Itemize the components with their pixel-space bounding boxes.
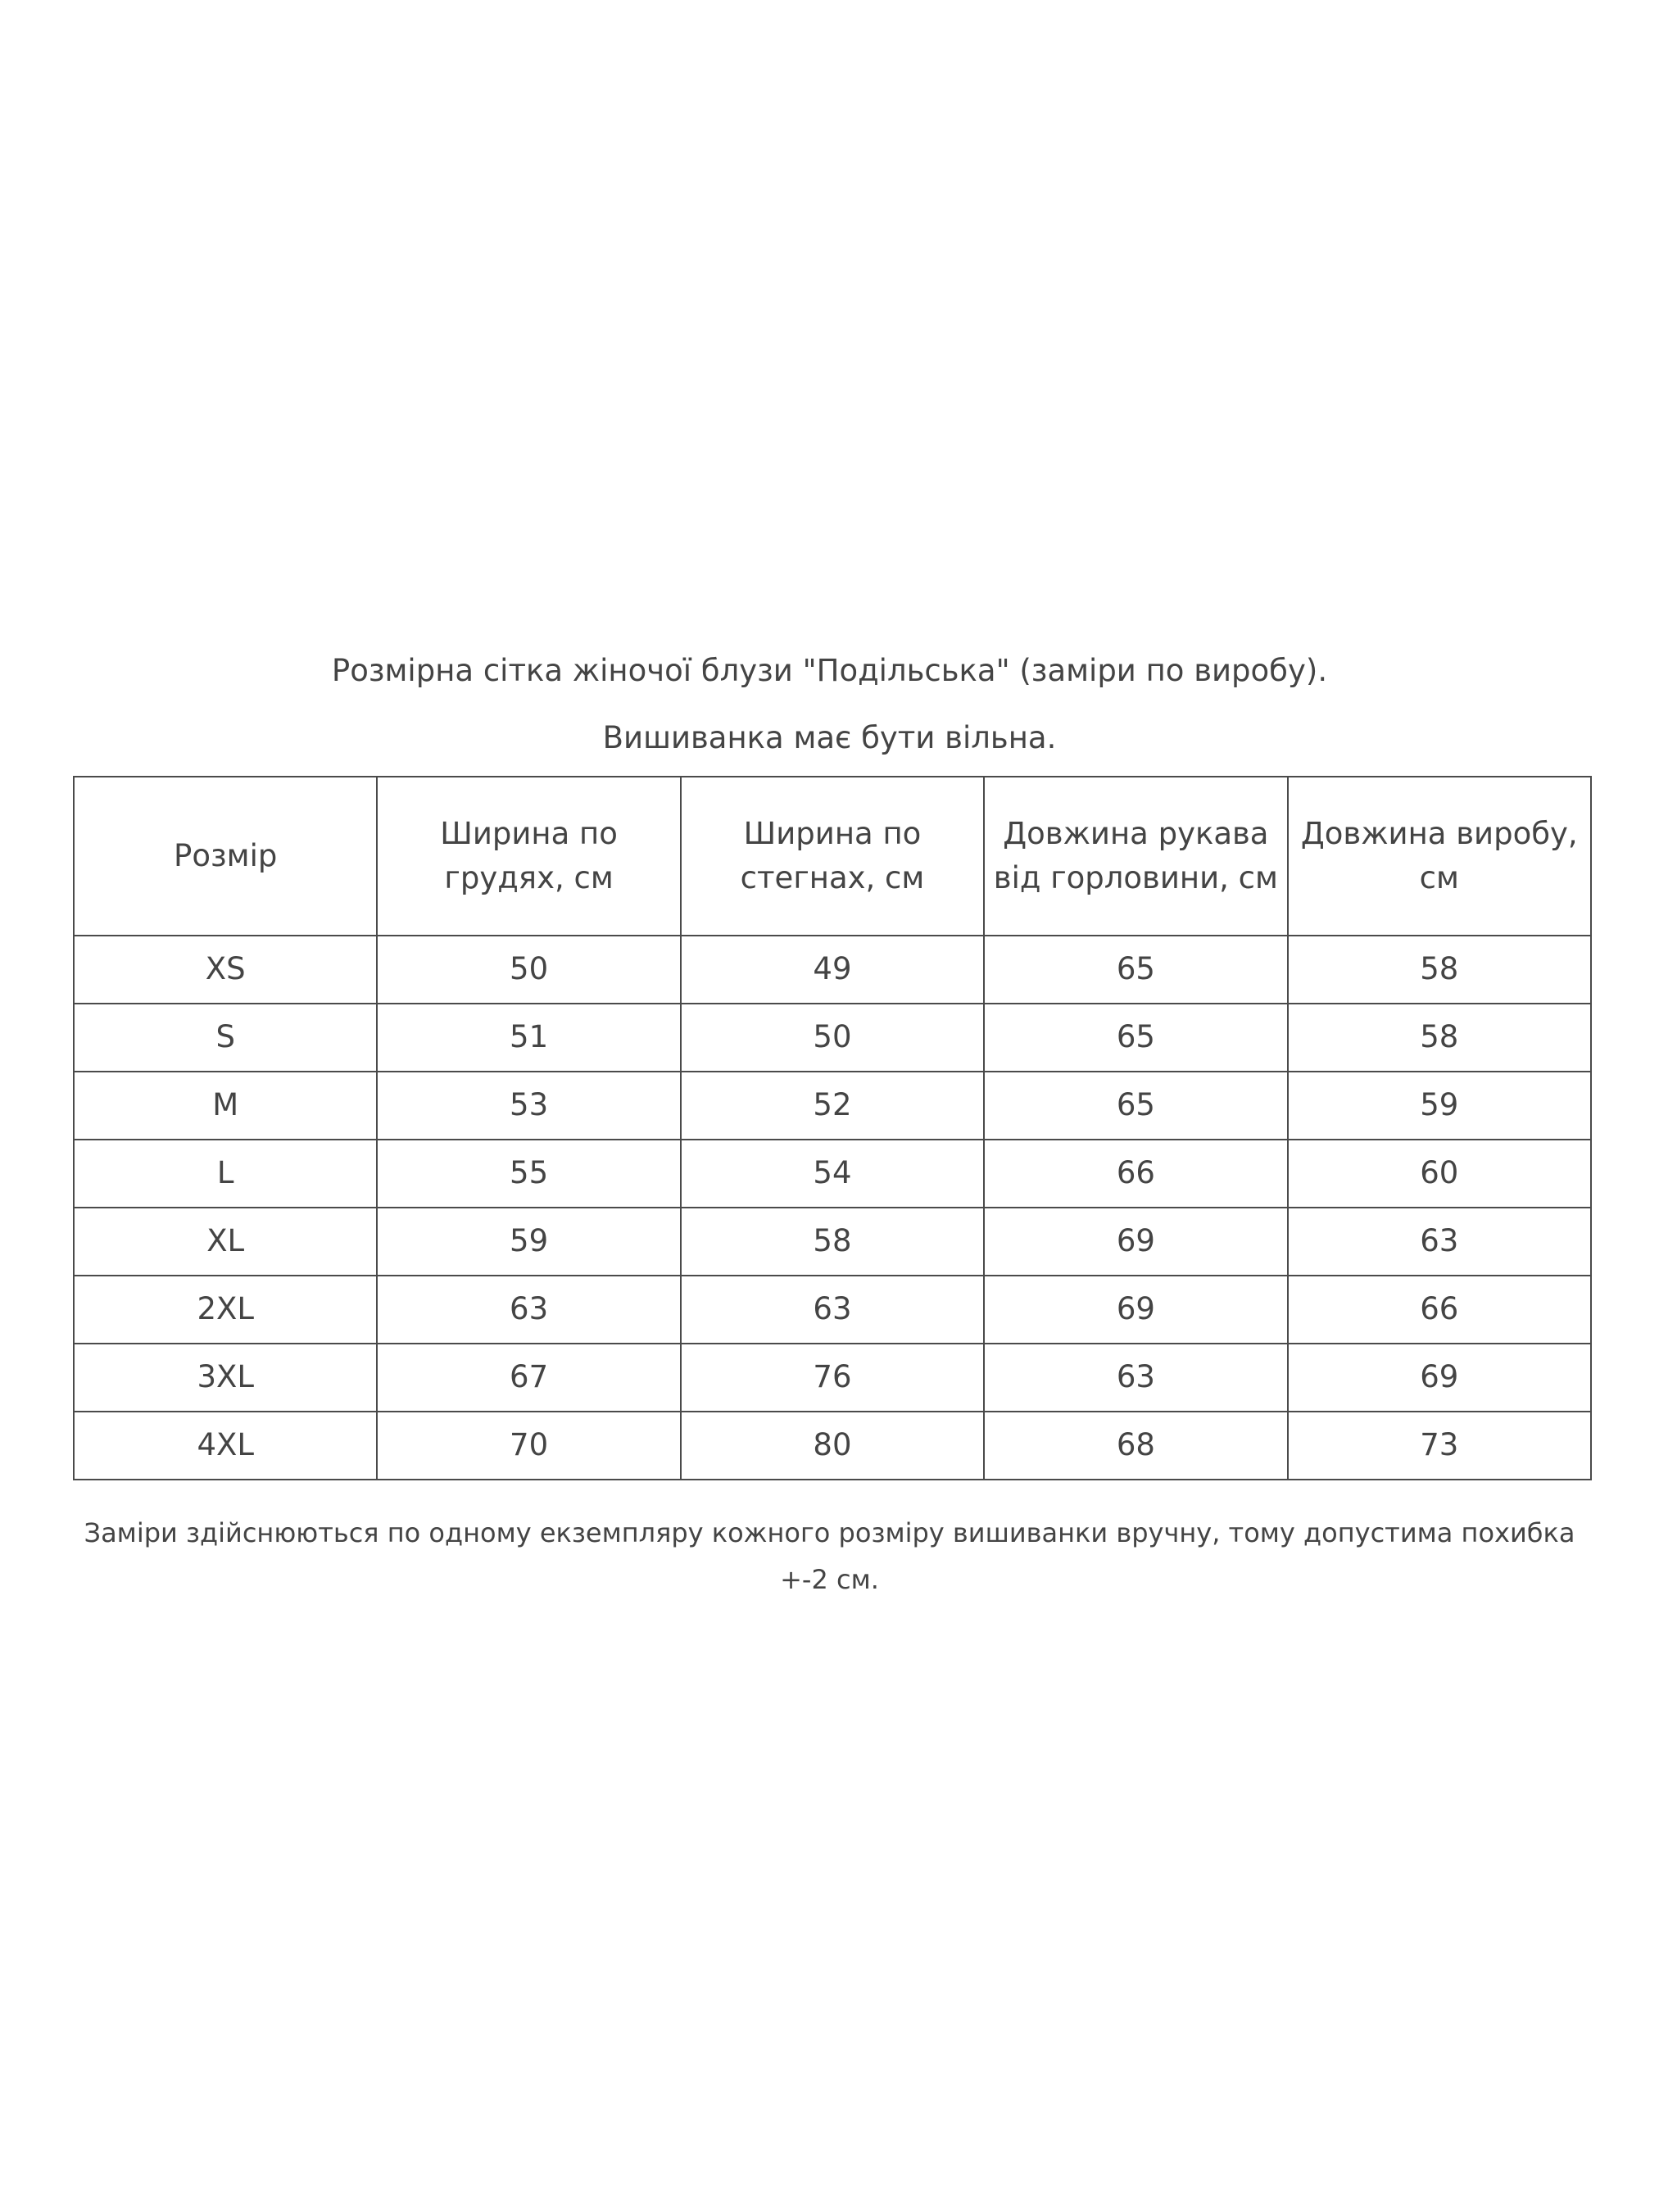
cell-hip-width: 54	[681, 1140, 984, 1208]
cell-size: L	[74, 1140, 377, 1208]
cell-garment-length: 73	[1288, 1412, 1591, 1480]
cell-sleeve-length: 69	[984, 1276, 1287, 1344]
table-row	[74, 1072, 1591, 1140]
cell-size: S	[74, 1004, 377, 1072]
cell-size: 4XL	[74, 1412, 377, 1480]
cell-hip-width: 52	[681, 1072, 984, 1140]
cell-sleeve-length: 65	[984, 1072, 1287, 1140]
table-row	[74, 1004, 1591, 1072]
table-row	[74, 1276, 1591, 1344]
cell-chest-width: 55	[377, 1140, 680, 1208]
cell-chest-width: 59	[377, 1208, 680, 1276]
page-title: Розмірна сітка жіночої блузи "Подільська" (заміри по виробу).	[331, 653, 1328, 688]
cell-size: M	[74, 1072, 377, 1140]
cell-garment-length: 60	[1288, 1140, 1591, 1208]
cell-hip-width: 76	[681, 1344, 984, 1412]
table-row	[74, 936, 1591, 1004]
header-garment-length: Довжина виробу, см	[1288, 777, 1591, 936]
cell-sleeve-length: 63	[984, 1344, 1287, 1412]
page-subtitle: Вишиванка має бути вільна.	[602, 720, 1057, 755]
cell-hip-width: 80	[681, 1412, 984, 1480]
cell-size: XS	[74, 936, 377, 1004]
cell-garment-length: 66	[1288, 1276, 1591, 1344]
table-body	[74, 936, 1591, 1480]
cell-chest-width: 50	[377, 936, 680, 1004]
cell-sleeve-length: 69	[984, 1208, 1287, 1276]
cell-garment-length: 63	[1288, 1208, 1591, 1276]
cell-garment-length: 59	[1288, 1072, 1591, 1140]
table-header-row	[74, 777, 1591, 936]
cell-sleeve-length: 68	[984, 1412, 1287, 1480]
cell-sleeve-length: 65	[984, 936, 1287, 1004]
cell-sleeve-length: 65	[984, 1004, 1287, 1072]
table-row	[74, 1140, 1591, 1208]
cell-size: 3XL	[74, 1344, 377, 1412]
size-chart-table	[73, 776, 1592, 1480]
header-sleeve-length: Довжина рукава від горловини, см	[984, 777, 1287, 936]
cell-hip-width: 63	[681, 1276, 984, 1344]
cell-garment-length: 58	[1288, 936, 1591, 1004]
measurement-note: Заміри здійснюються по одному екземпляру кожного розміру вишиванки вручну, тому допустима похибка +-2 см.	[84, 1517, 1575, 1595]
cell-sleeve-length: 66	[984, 1140, 1287, 1208]
cell-hip-width: 49	[681, 936, 984, 1004]
cell-chest-width: 53	[377, 1072, 680, 1140]
header-chest-width: Ширина по грудях, см	[377, 777, 680, 936]
header-size: Розмір	[74, 777, 377, 936]
cell-hip-width: 50	[681, 1004, 984, 1072]
table-row	[74, 1344, 1591, 1412]
cell-chest-width: 70	[377, 1412, 680, 1480]
cell-hip-width: 58	[681, 1208, 984, 1276]
table-row	[74, 1412, 1591, 1480]
cell-garment-length: 58	[1288, 1004, 1591, 1072]
header-hip-width: Ширина по стегнах, см	[681, 777, 984, 936]
table-row	[74, 1208, 1591, 1276]
cell-size: 2XL	[74, 1276, 377, 1344]
cell-garment-length: 69	[1288, 1344, 1591, 1412]
cell-chest-width: 63	[377, 1276, 680, 1344]
cell-chest-width: 51	[377, 1004, 680, 1072]
cell-size: XL	[74, 1208, 377, 1276]
cell-chest-width: 67	[377, 1344, 680, 1412]
